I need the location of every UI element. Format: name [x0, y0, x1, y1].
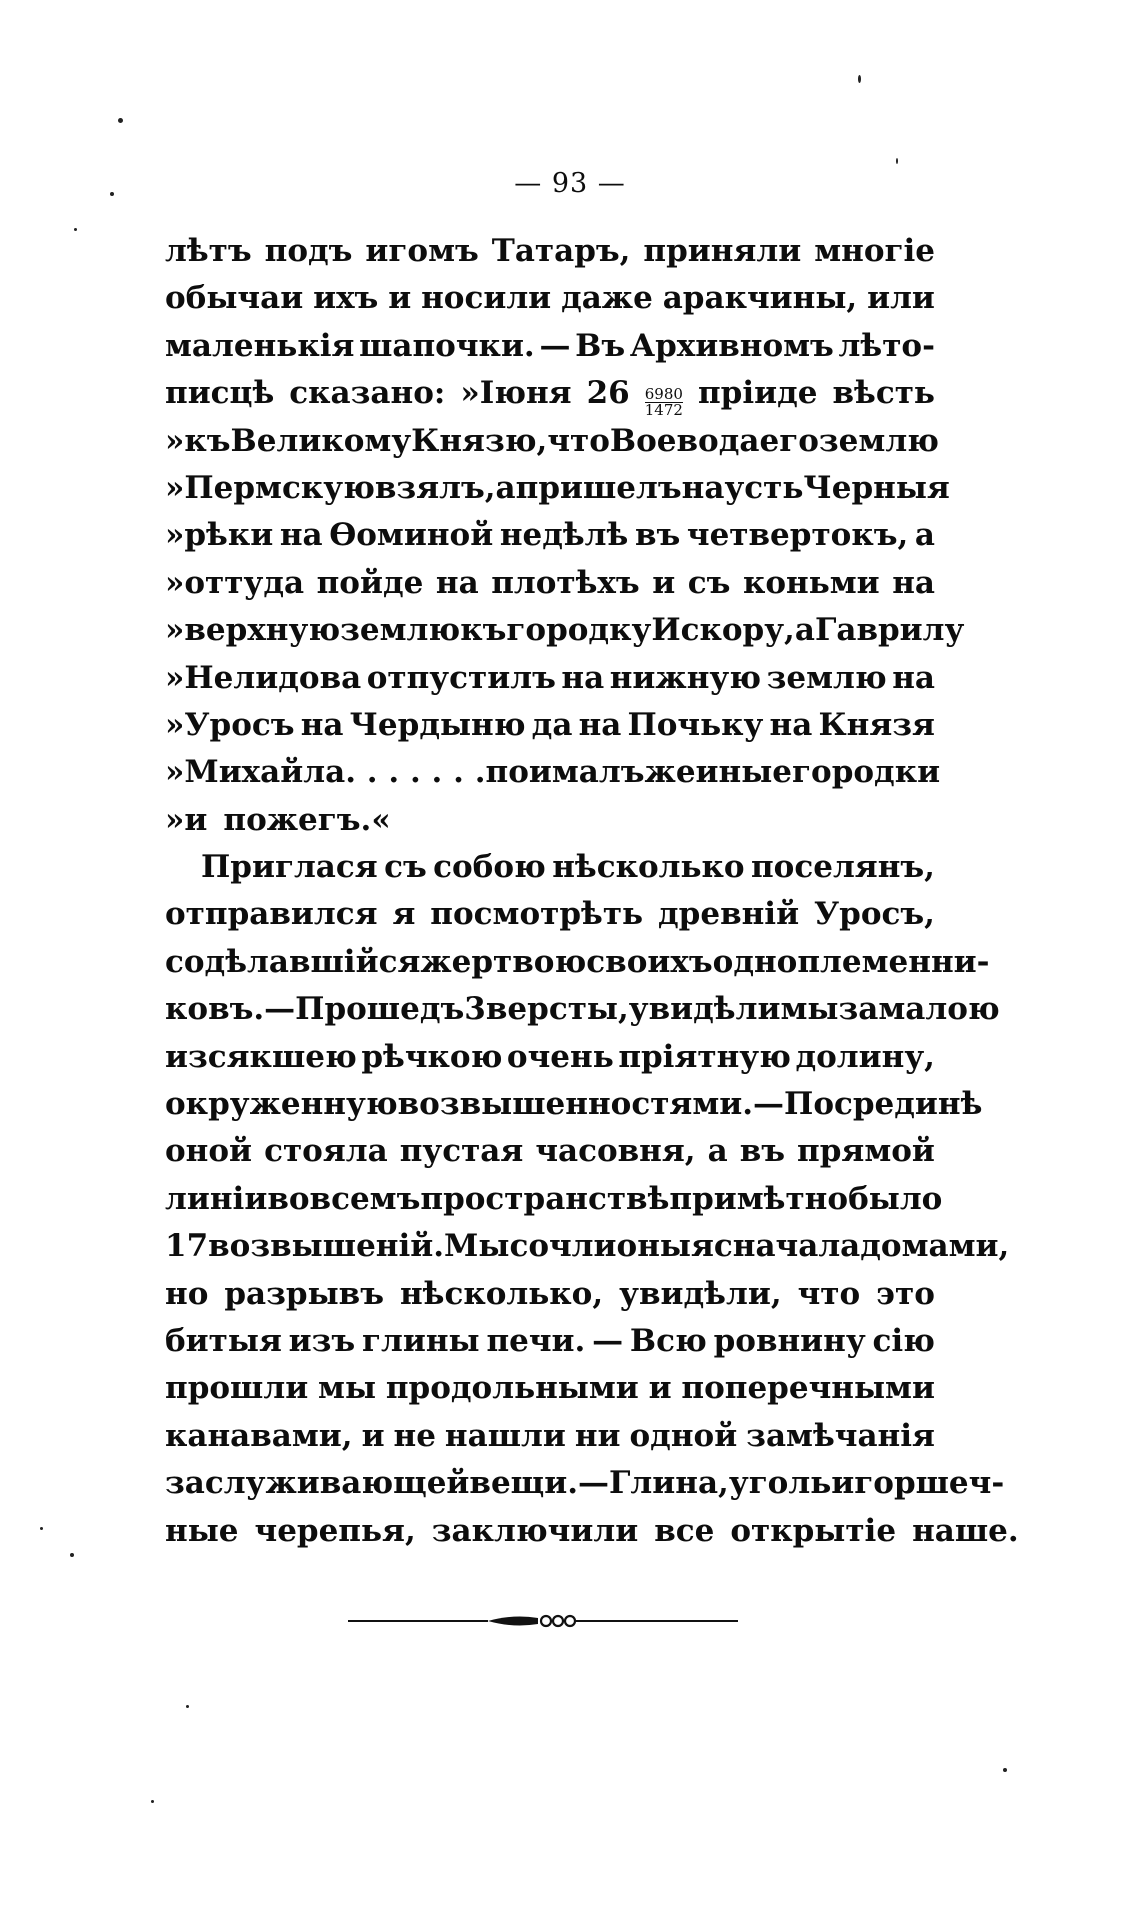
word: я	[392, 896, 416, 933]
word: усть	[724, 469, 804, 506]
word: лѣтъ	[165, 233, 252, 269]
word: продольными	[385, 1370, 639, 1407]
word: примѣтно	[669, 1180, 849, 1217]
word: »Пермскую	[165, 469, 375, 506]
word: Татаръ,	[491, 233, 631, 269]
word: и	[361, 1417, 385, 1454]
word: его	[759, 422, 819, 459]
word: Воевода	[609, 422, 760, 459]
word: сказано:	[289, 375, 446, 412]
end-ornament	[348, 1611, 738, 1631]
word: взялъ,	[374, 469, 496, 506]
word: коньми	[742, 564, 880, 601]
text-line	[165, 702, 935, 749]
word: шапочки.	[359, 327, 535, 364]
word: увидѣли,	[619, 1275, 782, 1312]
word: древній	[658, 896, 800, 933]
text-line	[165, 1271, 935, 1318]
word: на	[435, 564, 479, 601]
text-line	[165, 1460, 1005, 1507]
word: горшеч-	[854, 1465, 1005, 1502]
word: и	[388, 280, 412, 317]
word: за	[838, 991, 879, 1028]
text-line	[165, 1508, 1019, 1555]
word: поперечными	[681, 1370, 935, 1407]
word: рѣчкою	[361, 1038, 503, 1075]
word: мы	[780, 991, 839, 1028]
word: на	[892, 564, 935, 601]
word: »Іюня	[460, 375, 572, 412]
word: . . . . . . .	[345, 754, 486, 791]
word: Мы	[444, 1228, 510, 1265]
word: версты,	[485, 991, 629, 1028]
word: жертвою	[420, 943, 587, 980]
word: собою	[433, 849, 546, 886]
word: По	[784, 1086, 834, 1123]
word: уголь	[728, 1465, 832, 1502]
word: Почьку	[627, 706, 764, 743]
word: Князю,	[411, 422, 548, 459]
word: на	[681, 469, 725, 506]
word: разрывъ	[224, 1275, 384, 1312]
word: срединѣ	[834, 1086, 983, 1123]
word: а	[914, 517, 935, 554]
word: пришелъ	[515, 469, 682, 506]
word: печи.	[486, 1322, 586, 1359]
word: это	[876, 1275, 935, 1312]
word: »рѣки	[165, 517, 274, 554]
word: но	[165, 1275, 209, 1312]
word: черепья,	[254, 1512, 416, 1549]
word: съ	[384, 849, 427, 886]
word: Чердыню	[349, 706, 526, 743]
word: окруженную	[165, 1086, 398, 1123]
word: наше.	[912, 1512, 1019, 1549]
word: поселянъ,	[750, 849, 935, 886]
word: что	[547, 422, 610, 459]
word: все	[654, 1512, 715, 1549]
text-line	[165, 370, 935, 420]
word: городку	[506, 612, 652, 649]
text-line	[165, 323, 935, 370]
word: или	[867, 280, 935, 317]
word: нашли	[444, 1417, 566, 1454]
word: Архивномъ	[629, 327, 834, 364]
word: на	[769, 706, 813, 743]
text-line	[165, 986, 1000, 1033]
word: Уросъ,	[814, 896, 935, 933]
word: а	[495, 469, 516, 506]
word: а	[707, 1133, 728, 1170]
word: »Уросъ	[165, 706, 295, 743]
word: изсякшею	[165, 1038, 357, 1075]
text-line	[165, 797, 935, 844]
word: въ	[739, 1133, 786, 1170]
text-line	[165, 418, 939, 465]
word: вещи.—Глина,	[469, 1465, 729, 1502]
text-line	[165, 749, 941, 796]
word: оной	[165, 1133, 253, 1170]
word: прямой	[797, 1133, 935, 1170]
word: не	[393, 1417, 436, 1454]
word: маленькія	[165, 327, 355, 364]
word: заключили	[431, 1512, 639, 1549]
word: —	[753, 1086, 785, 1123]
word: сначала	[713, 1228, 861, 1265]
word: битыя	[165, 1322, 282, 1359]
text-line	[165, 607, 965, 654]
word: своихъ	[586, 943, 713, 980]
page-number: — 93 —	[514, 168, 626, 199]
word: Черныя	[803, 469, 950, 506]
word: домами,	[860, 1228, 1010, 1265]
word: глины	[362, 1322, 480, 1359]
word: на	[578, 706, 622, 743]
word: нижную	[609, 659, 762, 696]
word: аракчины,	[662, 280, 858, 317]
word: вѣсть	[832, 375, 935, 412]
text-line	[165, 1034, 935, 1081]
word: приняли	[643, 233, 802, 269]
word: ровнину	[713, 1322, 866, 1359]
word: на	[561, 659, 605, 696]
word: многіе	[814, 233, 935, 269]
word: мы	[318, 1370, 377, 1407]
word: одной	[629, 1417, 738, 1454]
word: посмотрѣть	[430, 896, 644, 933]
word: всемъ	[309, 1180, 421, 1217]
word: недѣлѣ	[499, 517, 629, 554]
word: оныя	[616, 1228, 714, 1265]
text-line	[165, 891, 935, 938]
word: малою	[878, 991, 1000, 1028]
text-line	[165, 228, 935, 275]
word: во	[267, 1180, 310, 1217]
word: содѣлавшійся	[165, 943, 421, 980]
word: Гаврилу	[814, 612, 965, 649]
word: въ	[634, 517, 681, 554]
word: да	[531, 706, 573, 743]
word: нѣсколько,	[399, 1275, 604, 1312]
word: поималъ	[485, 754, 645, 791]
word: »Нелидова	[165, 659, 362, 696]
word: »оттуда	[165, 564, 305, 601]
word: пустая	[399, 1133, 524, 1170]
word: съ	[687, 564, 731, 601]
text-line	[165, 512, 935, 559]
word: на	[892, 659, 935, 696]
word: подъ	[264, 233, 353, 269]
text-line	[165, 465, 950, 512]
text-line	[165, 1176, 943, 1223]
word: часовня,	[535, 1133, 696, 1170]
text-line	[165, 1081, 983, 1128]
word: Искору,	[651, 612, 795, 649]
text-line	[165, 844, 935, 891]
word: увидѣли	[628, 991, 781, 1028]
word: и	[648, 1370, 672, 1407]
word: —	[592, 1322, 624, 1359]
word: Въ	[575, 327, 626, 364]
word: отпустилъ	[366, 659, 556, 696]
word: и	[831, 1465, 855, 1502]
word: —	[539, 327, 571, 364]
word: лѣто-	[838, 327, 935, 364]
word: изъ	[288, 1322, 356, 1359]
word: »и	[165, 801, 208, 838]
word: Великому	[230, 422, 412, 459]
date-fraction: 6980 1472	[644, 385, 683, 420]
word: нѣсколько	[552, 849, 745, 886]
word: прошли	[165, 1370, 309, 1407]
word: ни	[574, 1417, 621, 1454]
word: даже	[561, 280, 653, 317]
word: на	[279, 517, 323, 554]
word: пространствѣ	[420, 1180, 670, 1217]
text-line	[165, 1318, 935, 1365]
word: »къ	[165, 422, 231, 459]
text-line	[165, 1413, 935, 1460]
word: пріятную	[618, 1038, 791, 1075]
word: было	[848, 1180, 943, 1217]
word: ихъ	[313, 280, 379, 317]
word: Ѳоминой	[329, 517, 494, 554]
word: писцѣ	[165, 375, 275, 412]
word: 17	[165, 1228, 209, 1265]
word: игомъ	[365, 233, 479, 269]
word: иные	[695, 754, 793, 791]
word: плотѣхъ	[491, 564, 640, 601]
word: Князя	[818, 706, 935, 743]
text-line	[165, 1128, 935, 1175]
word: землю	[818, 422, 939, 459]
word: а	[794, 612, 815, 649]
word: къ	[460, 612, 507, 649]
word: »верхную	[165, 612, 341, 649]
text-line	[165, 1223, 1010, 1270]
word: очень	[506, 1038, 614, 1075]
text-line	[165, 275, 935, 322]
word: 26	[586, 375, 630, 412]
word: Всю	[629, 1322, 707, 1359]
word: пойде	[316, 564, 424, 601]
word: возвышенностями.	[397, 1086, 754, 1123]
word: сочли	[509, 1228, 617, 1265]
word: землю	[766, 659, 887, 696]
word: замѣчанія	[746, 1417, 935, 1454]
word: заслуживающей	[165, 1465, 470, 1502]
word: ковъ.—Прошедъ	[165, 991, 465, 1028]
text-line	[165, 1365, 935, 1412]
text-line	[165, 939, 990, 986]
word: линіи	[165, 1180, 268, 1217]
word: ные	[165, 1512, 239, 1549]
word: одноплеменни-	[712, 943, 990, 980]
word: обычаи	[165, 280, 304, 317]
word: городки	[792, 754, 941, 791]
word: землю	[340, 612, 461, 649]
word: 3	[464, 991, 486, 1028]
word: Приглася	[201, 849, 378, 886]
word: четвертокъ,	[686, 517, 909, 554]
word: возвышеній.	[208, 1228, 445, 1265]
word: на	[300, 706, 344, 743]
word: открытіе	[730, 1512, 897, 1549]
word: что	[797, 1275, 861, 1312]
text-line	[165, 560, 935, 607]
word: канавами,	[165, 1417, 353, 1454]
word: сію	[872, 1322, 935, 1359]
word: пріиде	[697, 375, 818, 412]
body-text	[165, 228, 1019, 1555]
word: стояла	[264, 1133, 388, 1170]
word: »Михайла	[165, 754, 346, 791]
word: пожегъ.«	[223, 801, 391, 838]
text-line	[165, 655, 935, 702]
word: отправился	[165, 896, 378, 933]
word: носили	[421, 280, 552, 317]
word: же	[644, 754, 696, 791]
word: долину,	[795, 1038, 935, 1075]
word: и	[652, 564, 676, 601]
